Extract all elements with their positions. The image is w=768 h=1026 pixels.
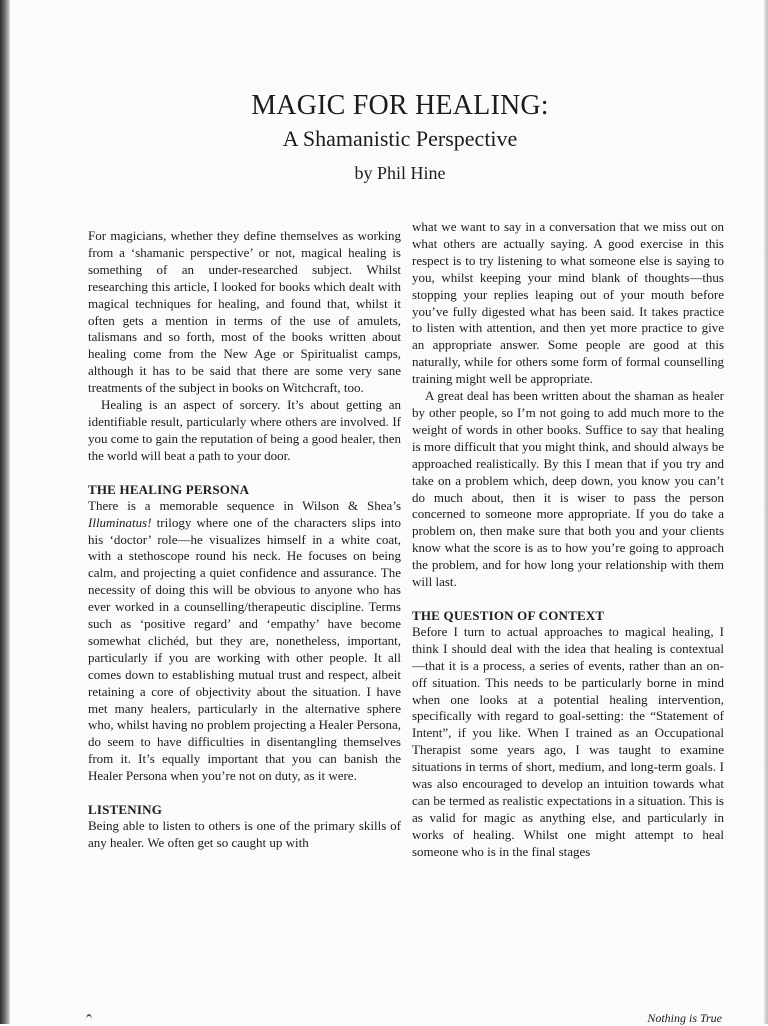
book-title-illuminatus: Illuminatus! bbox=[88, 514, 152, 530]
article-byline: by Phil Hine bbox=[354, 163, 446, 183]
section-heading-listening: LISTENING bbox=[88, 802, 163, 818]
binding-shadow bbox=[0, 0, 10, 1024]
article-title: MAGIC FOR HEALING: bbox=[251, 90, 549, 121]
listening-continued-paragraph: what we want to say in a conversation that we miss out on what others are actually saying. A good exercise in this respect is to try listening to what someone else is saying to you, whilst keeping your mind blank of thoughts—thus stopping your replies leaping out of your mouth before you’ve fully digested what has been said. It takes practice to listen with attention, and then yet more practice to give an appropriate answer. Some people are good at this naturally, while for others some form of formal counselling training might well be appropriate. bbox=[412, 219, 724, 387]
section-heading-question-of-context: THE QUESTION OF CONTEXT bbox=[412, 607, 605, 623]
listening-paragraph: Being able to listen to others is one of the primary skills of any healer. We often get so caught up with bbox=[88, 818, 401, 850]
page-edge bbox=[764, 0, 768, 1024]
intro-paragraph-2: Healing is an aspect of sorcery. It’s about getting an identifiable result, particularly where others are involved. If you come to gain the reputation of being a good healer, then the world will beat a path to your door. bbox=[88, 397, 401, 463]
shaman-paragraph: A great deal has been written about the shaman as healer by other people, so I’m not going to add much more to the weight of words in other books. Suffice to say that healing is more difficult that you might think, and should always be approached realistically. By this I mean that if you try and take on a problem which, deep down, you know you can’t do much about, then it is wiser to pass the person concerned to someone more appropriate. If you do take a problem on, then make sure that both you and your clients know what the score is as to how you’re going to approach the problem, and for how long your relationship with them will last. bbox=[412, 388, 724, 590]
section-heading-healing-persona: THE HEALING PERSONA bbox=[88, 481, 250, 497]
context-paragraph: Before I turn to actual approaches to magical healing, I think I should deal with the idea that healing is contextual—that it is a process, a series of events, rather than an on-off situation. This needs to be particularly borne in mind when one looks at a potential healing intervention, specifically with regard to goal-setting: the “Statement of Intent”, if you like. When I trained as an Occupational Therapist some years ago, I was taught to examine situations in terms of short, medium, and long-term goals. I was also encouraged to develop an intuition towards what can be termed as realistic expectations in a situation. This is as valid for magic as anything else, and particularly in works of healing. Whilst one might attempt to heal someone who is in the final stages bbox=[412, 623, 724, 859]
intro-paragraph-1: For magicians, whether they define themselves as working from a ‘shamanic perspective’ or not, magical healing is something of an under-researched subject. Whilst researching this article, I looked for books which dealt with magical techniques for healing, and found that, whilst it often gets a mention in terms of the use of amulets, talismans and so forth, most of the books written about healing come from the New Age or Spiritualist camps, although it has to be said that there are some very sane treatments of the subject in books on Witchcraft, too. bbox=[88, 228, 401, 396]
right-column bbox=[412, 219, 724, 861]
page-number-fragment bbox=[86, 1014, 92, 1026]
persona-text-start: There is a memorable sequence in Wilson & Shea’s bbox=[88, 497, 401, 513]
article-subtitle: A Shamanistic Perspective bbox=[282, 126, 518, 151]
running-footer: Nothing is True bbox=[647, 1011, 722, 1025]
persona-paragraph bbox=[88, 498, 401, 785]
persona-text-end: trilogy where one of the characters slips into his ‘doctor’ role—he visualizes himself in a white coat, with a stethoscope round his neck. He focuses on being calm, and projecting a quiet confidence and assurance. The necessity of doing this will be obvious to anyone who has ever worked in a counselling/therapeutic discipline. Terms such as ‘positive regard’ and ‘empathy’ have become somewhat clichéd, but they are, nonetheless, important, particularly if you are working with other people. It all comes down to establishing mutual trust and respect, albeit retaining a core of objectivity about the situation. I have met many healers, particularly in the alternative sphere who, whilst having no problem projecting a Healer Persona, do seem to have difficulties in disentangling themselves from it. It’s equally important that you can banish the Healer Persona when you’re not on duty, as it were. bbox=[88, 514, 401, 784]
left-column bbox=[88, 228, 401, 852]
